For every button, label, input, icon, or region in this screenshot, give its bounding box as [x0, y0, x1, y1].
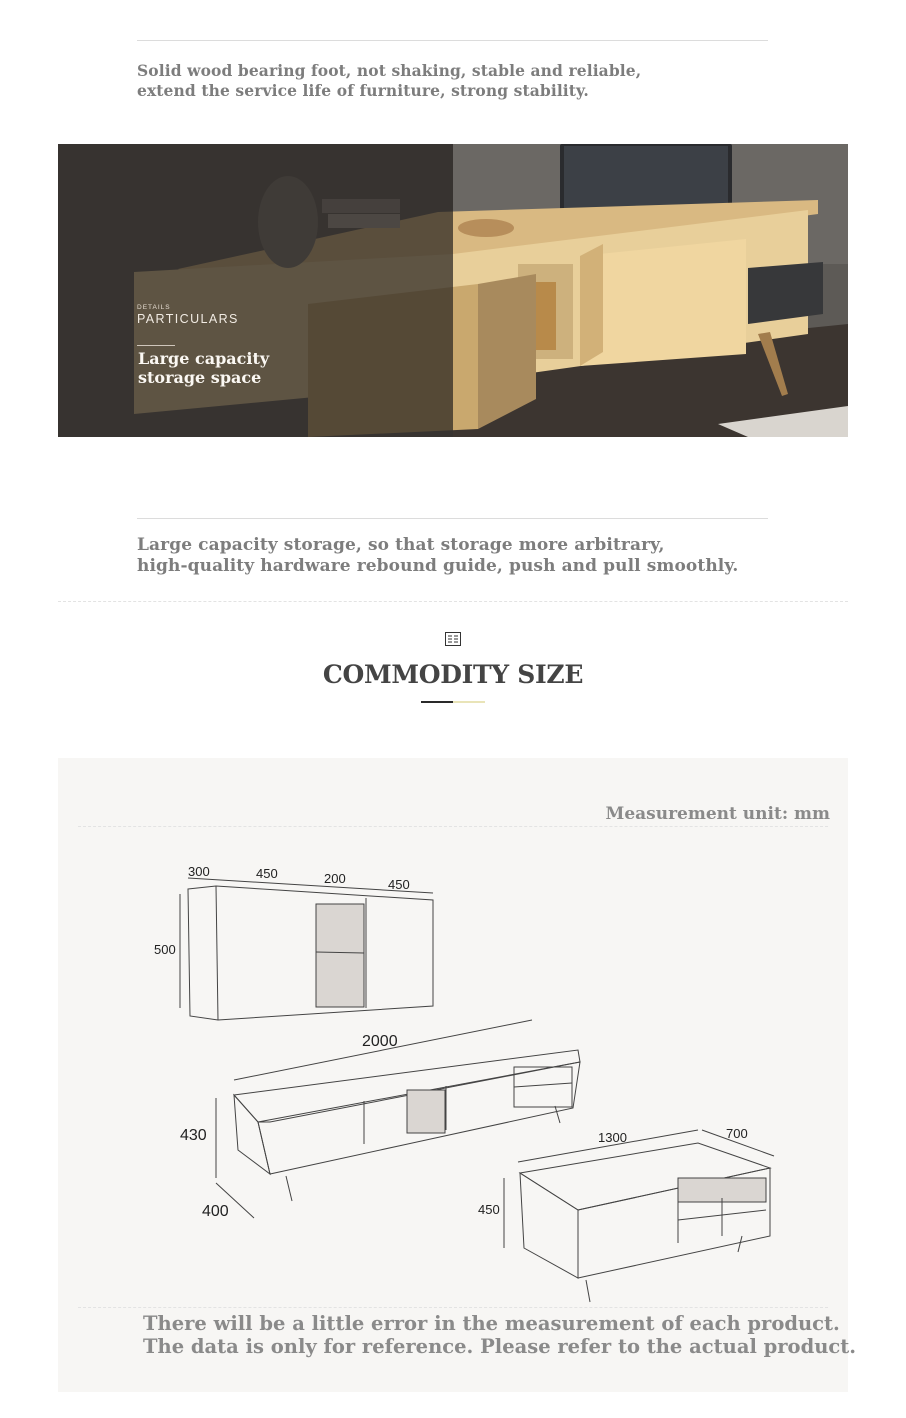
- wall-dim-500: 500: [154, 942, 176, 957]
- hero-divider: [137, 345, 175, 346]
- panel-bottom-separator: [78, 1307, 828, 1308]
- storage-caption: [137, 535, 738, 577]
- tv-dim-430: 430: [180, 1127, 207, 1144]
- coffee-table-drawing: [504, 1130, 774, 1302]
- commodity-size-title: COMMODITY SIZE: [322, 660, 584, 689]
- list-icon: [445, 632, 461, 646]
- wall-dim-450-a: 450: [256, 866, 278, 881]
- section-separator: [58, 601, 848, 602]
- title-underline-dark: [421, 701, 453, 703]
- storage-caption-line-2: high-quality hardware rebound guide, push and pull smoothly.: [137, 556, 739, 576]
- storage-divider: [137, 518, 768, 519]
- storage-caption-line-1: Large capacity storage, so that storage more arbitrary,: [137, 535, 665, 555]
- tv-cabinet-drawing: [216, 1020, 580, 1218]
- measurement-unit: Measurement unit: mm: [605, 804, 830, 824]
- hero-details-label: DETAILS: [137, 304, 171, 311]
- storage-photo: [58, 144, 848, 437]
- wall-dim-450-b: 450: [388, 877, 410, 892]
- feet-caption: [137, 61, 641, 101]
- dimension-drawings: [58, 758, 848, 1392]
- wall-cabinet-drawing: [180, 878, 433, 1020]
- wall-dim-200: 200: [324, 871, 346, 886]
- size-panel: [58, 758, 857, 1392]
- hero-tagline-line-1: Large capacity: [138, 349, 270, 368]
- table-dim-700: 700: [726, 1126, 748, 1141]
- top-divider: [137, 40, 768, 41]
- measurement-note: [143, 1312, 856, 1358]
- tv-dim-400: 400: [202, 1203, 229, 1220]
- hero-dark-overlay: [58, 144, 453, 437]
- tv-dim-2000: 2000: [362, 1033, 398, 1050]
- feet-caption-line-1: Solid wood bearing foot, not shaking, stable and reliable,: [137, 61, 642, 80]
- measurement-note-line-1: There will be a little error in the measurement of each product.: [143, 1312, 840, 1335]
- hero-particulars-label: PARTICULARS: [137, 312, 239, 326]
- table-dim-1300: 1300: [598, 1130, 627, 1145]
- table-dim-450: 450: [478, 1202, 500, 1217]
- wall-dim-300: 300: [188, 864, 210, 879]
- measurement-note-line-2: The data is only for reference. Please refer to the actual product.: [143, 1335, 857, 1358]
- title-underline-light: [453, 701, 485, 703]
- hero-tagline-line-2: storage space: [138, 368, 262, 387]
- hero-tagline: [138, 349, 269, 387]
- feet-caption-line-2: extend the service life of furniture, strong stability.: [137, 81, 589, 100]
